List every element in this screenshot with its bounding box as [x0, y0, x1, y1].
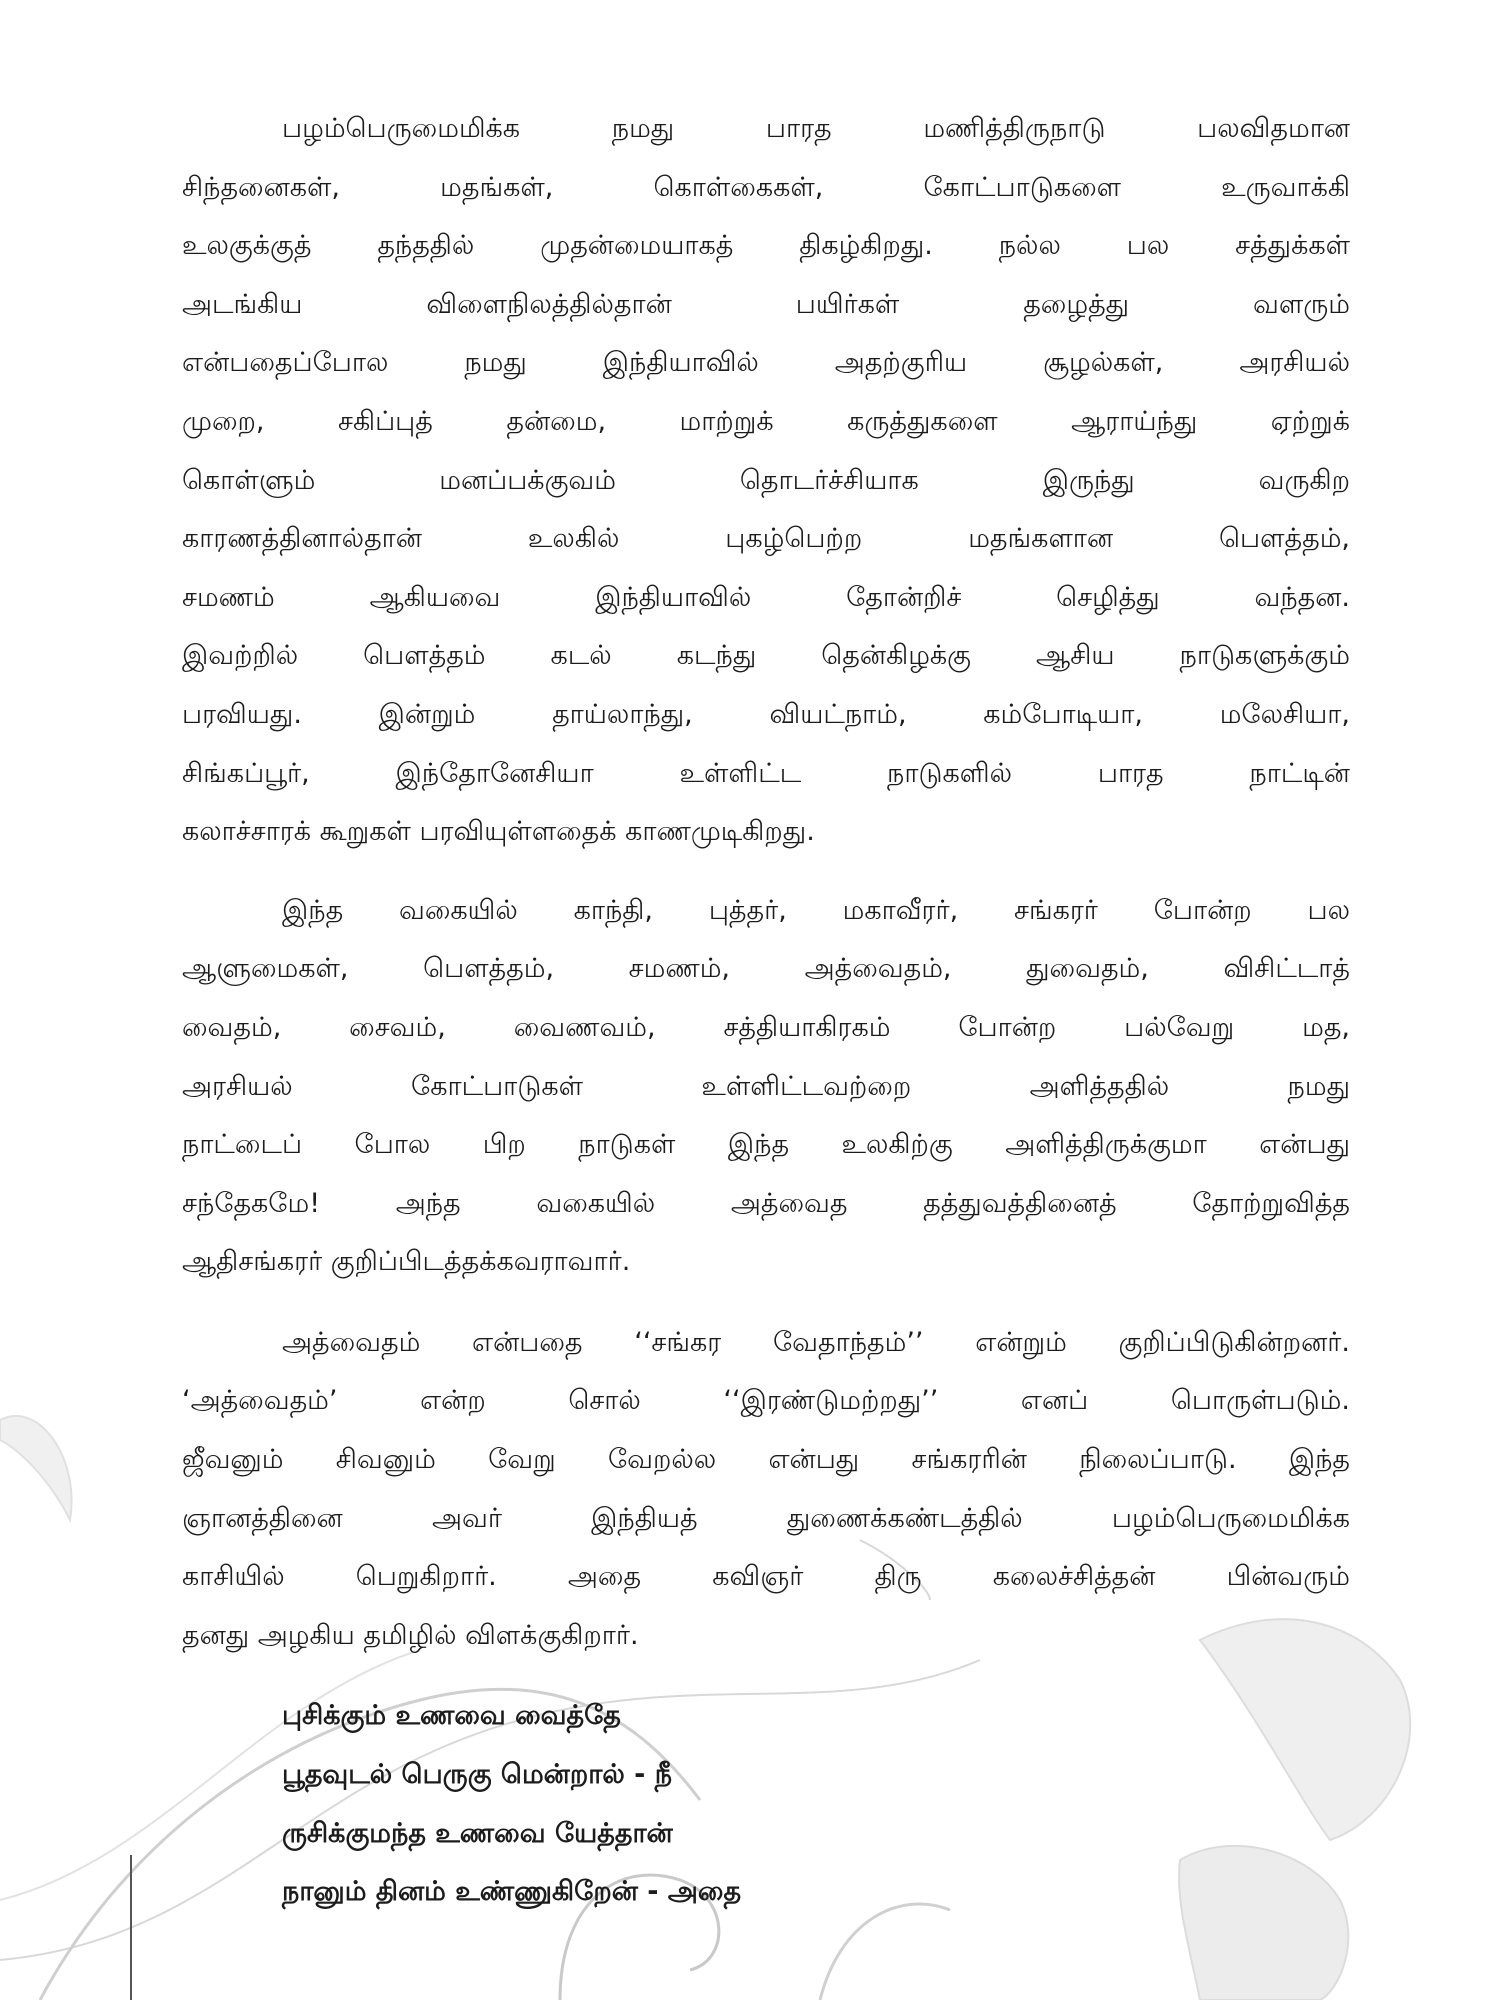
text-line: ‘அத்வைதம்’ என்ற சொல் ‘‘இரண்டுமற்றது’’ எனப் பொருள்படும்.	[182, 1385, 1350, 1417]
text-line: தனது அழகிய தமிழில் விளக்குகிறார்.	[182, 1619, 639, 1651]
text-line: காசியில் பெறுகிறார். அதை கவிஞர் திரு கலைச்சித்தன் பின்வரும்	[182, 1561, 1350, 1593]
text-line: பழம்பெருமைமிக்க நமது பாரத மணித்திருநாடு பலவிதமான	[282, 113, 1350, 144]
page-body	[182, 100, 1350, 1922]
text-line: ஆளுமைகள், பௌத்தம், சமணம், அத்வைதம், துவைதம், விசிட்டாத்	[182, 953, 1350, 985]
margin-rule	[130, 1855, 132, 2000]
text-line: ஜீவனும் சிவனும் வேறு வேறல்ல என்பது சங்கரரின் நிலைப்பாடு. இந்த	[182, 1444, 1350, 1476]
text-line: சிந்தனைகள், மதங்கள், கொள்கைகள், கோட்பாடுகளை உருவாக்கி	[182, 171, 1350, 203]
text-line: நாட்டைப் போல பிற நாடுகள் இந்த உலகிற்கு அளித்திருக்குமா என்பது	[182, 1129, 1350, 1161]
text-line: கொள்ளும் மனப்பக்குவம் தொடர்ச்சியாக இருந்து வருகிற	[182, 464, 1350, 496]
text-line: முறை, சகிப்புத் தன்மை, மாற்றுக் கருத்துகளை ஆராய்ந்து ஏற்றுக்	[182, 405, 1350, 437]
verse-line: புசிக்கும் உணவை வைத்தே	[282, 1700, 621, 1732]
verse-block	[182, 1687, 1350, 1921]
text-line: வைதம், சைவம், வைணவம், சத்தியாகிரகம் போன்ற பல்வேறு மத,	[182, 1011, 1350, 1043]
text-line: அரசியல் கோட்பாடுகள் உள்ளிட்டவற்றை அளித்ததில் நமது	[182, 1070, 1350, 1102]
text-line: சிங்கப்பூர், இந்தோனேசியா உள்ளிட்ட நாடுகளில் பாரத நாட்டின்	[182, 757, 1350, 789]
text-line: ஆதிசங்கரர் குறிப்பிடத்தக்கவராவார்.	[182, 1246, 631, 1278]
verse-line: நானும் தினம் உண்ணுகிறேன் - அதை	[282, 1876, 742, 1908]
text-line: உலகுக்குத் தந்ததில் முதன்மையாகத் திகழ்கிறது. நல்ல பல சத்துக்கள்	[182, 230, 1350, 262]
verse-line: பூதவுடல் பெருகு மென்றால் - நீ	[282, 1759, 673, 1791]
text-line: என்பதைப்போல நமது இந்தியாவில் அதற்குரிய சூழல்கள், அரசியல்	[182, 347, 1350, 379]
text-line: பரவியது. இன்றும் தாய்லாந்து, வியட்நாம், கம்போடியா, மலேசியா,	[182, 698, 1350, 730]
paragraph-2	[182, 882, 1350, 1292]
text-line: அடங்கிய விளைநிலத்தில்தான் பயிர்கள் தழைத்து வளரும்	[182, 288, 1350, 320]
text-line: காரணத்தினால்தான் உலகில் புகழ்பெற்ற மதங்களான பௌத்தம்,	[182, 523, 1350, 555]
paragraph-3	[182, 1314, 1350, 1666]
text-line: இந்த வகையில் காந்தி, புத்தர், மகாவீரர், சங்கரர் போன்ற பல	[282, 894, 1350, 926]
text-line: இவற்றில் பௌத்தம் கடல் கடந்து தென்கிழக்கு ஆசிய நாடுகளுக்கும்	[182, 640, 1350, 672]
text-line: ஞானத்தினை அவர் இந்தியத் துணைக்கண்டத்தில் பழம்பெருமைமிக்க	[182, 1502, 1350, 1534]
text-line: சந்தேகமே! அந்த வகையில் அத்வைத தத்துவத்தினைத் தோற்றுவித்த	[182, 1187, 1350, 1219]
text-line: சமணம் ஆகியவை இந்தியாவில் தோன்றிச் செழித்து வந்தன.	[182, 581, 1350, 613]
paragraph-1	[182, 100, 1350, 862]
text-line: அத்வைதம் என்பதை ‘‘சங்கர வேதாந்தம்’’ என்றும் குறிப்பிடுகின்றனர்.	[282, 1326, 1350, 1358]
text-line: கலாச்சாரக் கூறுகள் பரவியுள்ளதைக் காணமுடிகிறது.	[182, 816, 815, 848]
verse-line: ருசிக்குமந்த உணவை யேத்தான்	[282, 1817, 673, 1849]
